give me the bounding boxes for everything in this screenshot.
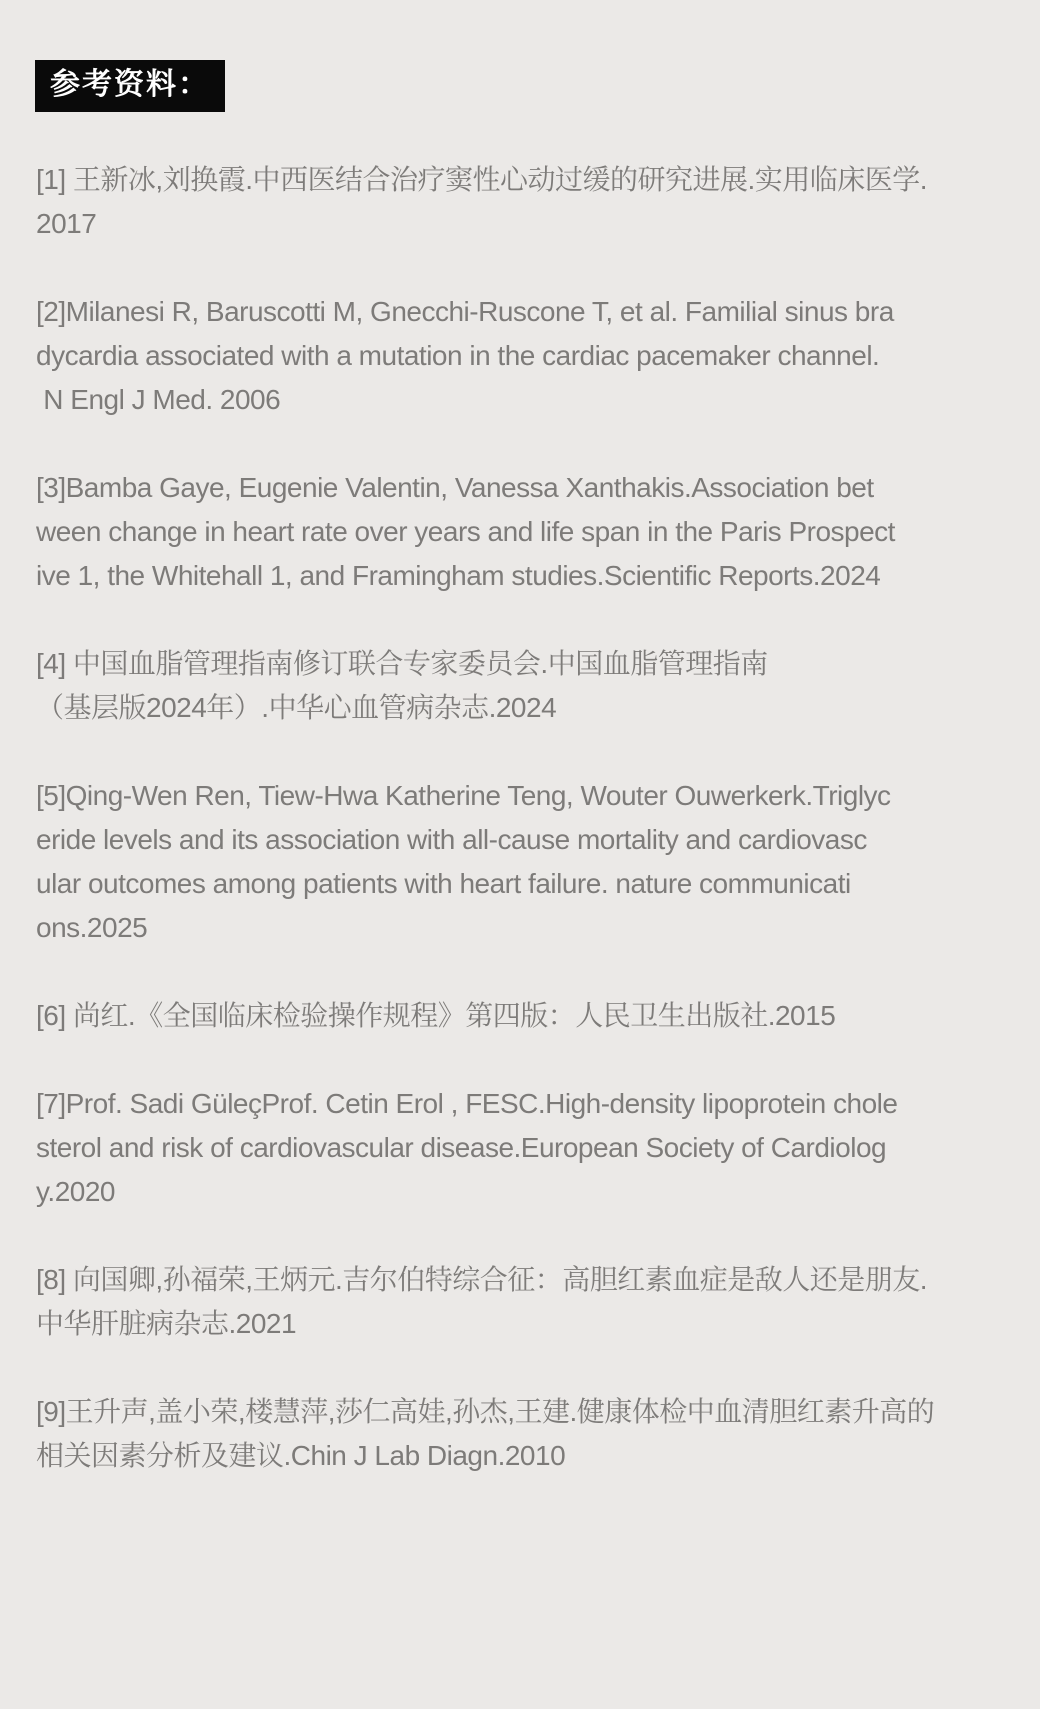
reference-line: [7]Prof. Sadi GüleçProf. Cetin Erol , FESC.High-density lipoprotein chole <box>36 1088 898 1119</box>
reference-line: ular outcomes among patients with heart failure. nature communicati <box>36 868 851 899</box>
reference-line: ween change in heart rate over years and life span in the Paris Prospect <box>36 516 895 547</box>
reference-line: y.2020 <box>36 1176 115 1207</box>
reference-item <box>36 158 1020 246</box>
reference-item <box>36 290 1020 422</box>
reference-line: [3]Bamba Gaye, Eugenie Valentin, Vanessa Xanthakis.Association bet <box>36 472 874 503</box>
reference-line: [8] 向国卿,孙福荣,王炳元.吉尔伯特综合征：高胆红素血症是敌人还是朋友. <box>36 1264 928 1295</box>
section-title-label: 参考资料： <box>50 68 210 101</box>
reference-item <box>36 774 1020 950</box>
reference-list <box>36 158 1020 1478</box>
reference-line: [4] 中国血脂管理指南修订联合专家委员会.中国血脂管理指南 <box>36 648 768 679</box>
reference-item <box>36 466 1020 598</box>
reference-item <box>36 1082 1020 1214</box>
reference-line: （基层版2024年）.中华心血管病杂志.2024 <box>36 692 557 723</box>
reference-item <box>36 994 1020 1038</box>
reference-item <box>36 1258 1020 1346</box>
reference-line: [1] 王新冰,刘换霞.中西医结合治疗窦性心动过缓的研究进展.实用临床医学. <box>36 164 928 195</box>
section-title-box <box>35 60 225 112</box>
reference-line: eride levels and its association with all-cause mortality and cardiovasc <box>36 824 867 855</box>
reference-line: [6] 尚红.《全国临床检验操作规程》第四版：人民卫生出版社.2015 <box>36 1000 836 1031</box>
reference-line: 中华肝脏病杂志.2021 <box>36 1308 297 1339</box>
reference-line: [9]王升声,盖小荣,楼慧萍,莎仁高娃,孙杰,王建.健康体检中血清胆红素升高的 <box>36 1396 935 1427</box>
reference-line: N Engl J Med. 2006 <box>36 384 281 415</box>
reference-line: sterol and risk of cardiovascular disease.European Society of Cardiolog <box>36 1132 887 1163</box>
reference-item <box>36 1390 1020 1478</box>
reference-item <box>36 642 1020 730</box>
reference-line: dycardia associated with a mutation in the cardiac pacemaker channel. <box>36 340 880 371</box>
reference-line: [2]Milanesi R, Baruscotti M, Gnecchi-Ruscone T, et al. Familial sinus bra <box>36 296 894 327</box>
reference-line: ons.2025 <box>36 912 148 943</box>
reference-line: [5]Qing-Wen Ren, Tiew-Hwa Katherine Teng, Wouter Ouwerkerk.Triglyc <box>36 780 891 811</box>
reference-line: 2017 <box>36 208 97 239</box>
reference-line: 相关因素分析及建议.Chin J Lab Diagn.2010 <box>36 1440 566 1471</box>
reference-line: ive 1, the Whitehall 1, and Framingham studies.Scientific Reports.2024 <box>36 560 881 591</box>
